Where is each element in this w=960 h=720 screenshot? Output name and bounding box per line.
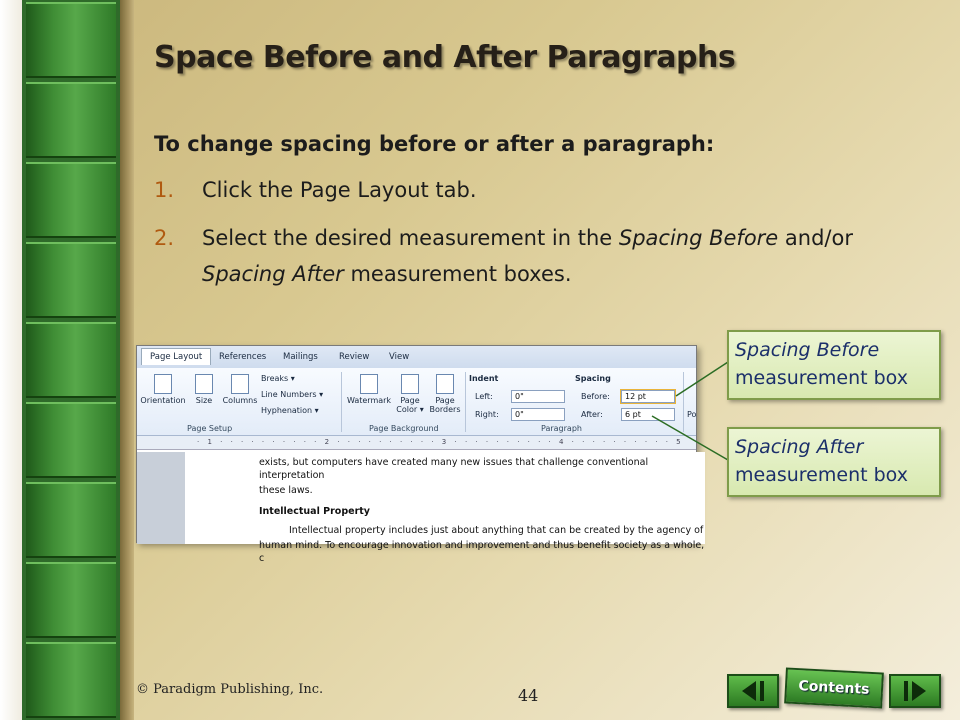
line-numbers-button[interactable]: Line Numbers ▾ (261, 390, 324, 399)
tab-references[interactable]: References (219, 352, 267, 362)
hyphenation-button[interactable]: Hyphenation ▾ (261, 406, 319, 415)
callout-after-line1: Spacing After (735, 436, 864, 458)
page-color-button[interactable]: Page Color ▾ (395, 374, 425, 414)
spacing-after-input[interactable]: 6 pt (621, 408, 675, 421)
group-label-page-background: Page Background (369, 424, 439, 433)
right-indent-label: Right: (475, 410, 499, 419)
copyright-text: © Paradigm Publishing, Inc. (136, 682, 324, 697)
step-number: 1. (154, 178, 175, 202)
breaks-button[interactable]: Breaks ▾ (261, 374, 295, 383)
callout-before-line1: Spacing Before (735, 339, 880, 361)
page-number: 44 (518, 686, 539, 705)
right-indent-input[interactable]: 0" (511, 408, 565, 421)
contents-button[interactable]: Contents (784, 667, 884, 708)
indent-label: Indent (469, 374, 499, 383)
step-text: Select the desired measurement in the Spacing Before and/or Spacing After measurement boxes. (202, 226, 853, 286)
spacing-label: Spacing (575, 374, 611, 383)
doc-line: exists, but computers have created many new issues that challenge conventional interpretation (259, 457, 649, 481)
tab-review[interactable]: Review (339, 352, 370, 362)
tab-mailings[interactable]: Mailings (283, 352, 318, 362)
doc-line: Intellectual property includes just about anything that can be created by the agency of (289, 525, 704, 536)
step-text: Click the Page Layout tab. (202, 178, 477, 202)
left-arrow-icon (738, 679, 768, 703)
leader-line-before (676, 362, 728, 396)
left-indent-label: Left: (475, 392, 493, 401)
group-label-page-setup: Page Setup (187, 424, 233, 433)
callout-after-line2: measurement box (735, 464, 908, 486)
doc-line: human mind. To encourage innovation and improvement and thus benefit society as a whole, c (259, 540, 705, 564)
slide-title: Space Before and After Paragraphs (154, 40, 736, 75)
spacing-before-label: Before: (581, 392, 610, 401)
callout-spacing-after (727, 427, 941, 497)
right-arrow-icon (900, 679, 930, 703)
leader-line-after (652, 416, 728, 460)
watermark-button[interactable]: Watermark (345, 374, 393, 405)
columns-button[interactable]: Columns (221, 374, 259, 405)
intro-text: To change spacing before or after a paragraph: (154, 132, 715, 156)
spacing-before-input[interactable]: 12 pt (621, 390, 675, 403)
tab-page-layout[interactable]: Page Layout (141, 348, 211, 365)
callout-before-line2: measurement box (735, 367, 908, 389)
callout-spacing-before (727, 330, 941, 400)
group-label-paragraph: Paragraph (541, 424, 582, 433)
position-button[interactable]: Po (687, 410, 697, 419)
doc-heading: Intellectual Property (259, 506, 370, 517)
doc-line: these laws. (259, 485, 313, 496)
size-button[interactable]: Size (189, 374, 219, 405)
step-number: 2. (154, 226, 175, 250)
page-borders-button[interactable]: Page Borders (427, 374, 463, 414)
previous-slide-button[interactable] (727, 674, 779, 708)
left-indent-input[interactable]: 0" (511, 390, 565, 403)
next-slide-button[interactable] (889, 674, 941, 708)
spacing-after-label: After: (581, 410, 603, 419)
orientation-button[interactable]: Orientation (139, 374, 187, 405)
ruler: · 1 · · · · · · · · · · 2 · · · · · · · · · · 3 · · · · · · · · · · 4 · · · · · · · · · · 5 (137, 436, 696, 450)
tab-view[interactable]: View (389, 352, 410, 362)
